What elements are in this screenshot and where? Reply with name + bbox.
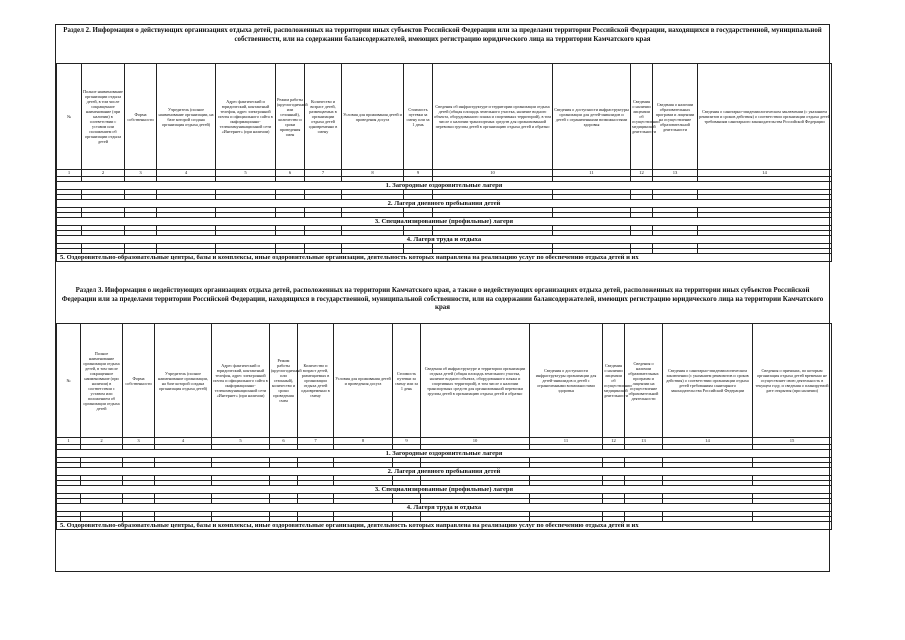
- header-cell: Сведения о санитарно-эпидемиологическом заключении (с указанием реквизитов и сроков действия) о соответствии организации отдыха детей требованиям санитарного законодательства Российской Федерации: [663, 324, 753, 438]
- header-cell: Сведения об инфраструктуре и территории организации отдыха детей (общая площадь земельного участка, наличие водного объекта, оборудованного пляжа и спортивных территорий), в том числе о наличии транспортных средств для организованной перевозки группы детей в организацию отдыха детей и обратно: [433, 64, 553, 170]
- header-cell: Адрес фактический и юридический, контактный телефон, адрес электронной почты и официального сайта в информационно-телекоммуникационной сети «Интернет» (при наличии): [216, 64, 276, 170]
- column-number: 10: [433, 170, 553, 177]
- category-label: 2. Лагеря дневного пребывания детей: [57, 468, 832, 476]
- header-cell: Форма собственности: [123, 324, 155, 438]
- column-number: 9: [393, 438, 421, 445]
- category-label: 1. Загородные оздоровительные лагеря: [57, 450, 832, 458]
- header-cell: Сведения о наличии лицензии об осуществлении медицинской деятельности: [631, 64, 653, 170]
- category-label: 4. Лагеря труда и отдыха: [57, 504, 832, 512]
- column-number: 1: [57, 170, 82, 177]
- column-number: 4: [157, 170, 216, 177]
- section2-header-row: [57, 64, 832, 170]
- header-cell: Количество и возраст детей, размещаемых в организации отдыха детей одновременно в смену: [298, 324, 334, 438]
- section3-title: Раздел 3. Информация о недействующих организациях отдыха детей, расположенных на территории Камчатского края, а также о недействующих организациях отдыха детей, расположенных на территории иных субъектов Российской Федерации или за пределами территории Российской Федерации, находящихся в государственной, муниципальной собственности, или на содержании балансодержателей, имеющих регистрацию юридического лица на территории Камчатского края: [61, 287, 824, 312]
- column-number: 15: [753, 438, 832, 445]
- category-row: [57, 236, 832, 244]
- category-row: [57, 200, 832, 208]
- section3-header-row: [57, 324, 832, 438]
- header-cell: Условия для проживания детей и проведения досуга: [342, 64, 404, 170]
- category-label: 3. Специализированные (профильные) лагеря: [57, 218, 832, 226]
- category-label: 2. Лагеря дневного пребывания детей: [57, 200, 832, 208]
- header-cell: Форма собственности: [125, 64, 157, 170]
- column-number: 3: [123, 438, 155, 445]
- header-cell: Сведения о наличии лицензии об осуществлении медицинской деятельности: [603, 324, 625, 438]
- column-number: 2: [82, 170, 125, 177]
- header-cell: Режим работы (круглогодичный или сезонный), количество и сроки проведения смен: [270, 324, 298, 438]
- section3-table: [56, 323, 832, 530]
- column-number: 4: [155, 438, 212, 445]
- category-row: [57, 522, 832, 530]
- header-cell: Сведения о наличии образовательных программ и лицензии на осуществление образовательной деятельности: [625, 324, 663, 438]
- column-number: 6: [270, 438, 298, 445]
- header-cell: Полное наименование организации отдыха детей, в том числе сокращенное наименование (при наличии) в соответствии с уставом или положением об организации отдыха детей: [82, 64, 125, 170]
- section2-number-row: [57, 170, 832, 177]
- category-row: [57, 504, 832, 512]
- header-cell: Количество и возраст детей, размещаемых в организации отдыха детей одновременно в смену: [305, 64, 342, 170]
- column-number: 12: [603, 438, 625, 445]
- section3-number-row: [57, 438, 832, 445]
- header-cell: Сведения о наличии образовательных программ и лицензии на осуществление образовательной деятельности: [653, 64, 698, 170]
- column-number: 14: [698, 170, 832, 177]
- column-number: 6: [276, 170, 305, 177]
- header-cell: Учредитель (полное наименование организации, на базе которой создана организация отдыха детей): [155, 324, 212, 438]
- document-sheet: [55, 24, 830, 572]
- header-cell: Условия для проживания детей и проведения досуга: [334, 324, 393, 438]
- category-row: [57, 450, 832, 458]
- header-cell: Полное наименование организации отдыха детей, в том числе сокращенное наименование (при наличии) в соответствии с уставом или положением об организации отдыха детей: [81, 324, 123, 438]
- column-number: 8: [334, 438, 393, 445]
- section2-title: Раздел 2. Информация о действующих организациях отдыха детей, расположенных на территории иных субъектов Российской Федерации или за пределами территории Российской Федерации, находящихся в государственной, муниципальной собственности, или на содержании балансодержателей, имеющих регистрацию юридического лица на территории Камчатского края: [63, 27, 822, 43]
- category-row: [57, 486, 832, 494]
- category-label: 5. Оздоровительно-образовательные центры, базы и комплексы, иные оздоровительные организации, деятельность которых направлена на реализацию услуг по обеспечению отдыха детей и их: [57, 254, 832, 262]
- header-cell: Сведения о причинах, по которым организация отдыха детей временно не осуществляет свою деятельность в текущем году, и сведения о планируемой дате открытия (при наличии): [753, 324, 832, 438]
- column-number: 9: [404, 170, 433, 177]
- category-row: [57, 254, 832, 262]
- column-number: 11: [530, 438, 603, 445]
- header-cell: Стоимость путевки за смену или за 1 день: [404, 64, 433, 170]
- column-number: 7: [305, 170, 342, 177]
- category-label: 1. Загородные оздоровительные лагеря: [57, 182, 832, 190]
- column-number: 10: [421, 438, 530, 445]
- header-cell: Сведения о доступности инфраструктуры организации для детей-инвалидов и детей с ограниченными возможностями здоровья: [530, 324, 603, 438]
- column-number: 13: [625, 438, 663, 445]
- category-row: [57, 182, 832, 190]
- category-row: [57, 468, 832, 476]
- header-cell: Сведения о санитарно-эпидемиологическом заключении (с указанием реквизитов и сроков действия) о соответствии организации отдыха детей требованиям санитарного законодательства Российской Федерации: [698, 64, 832, 170]
- header-cell: Стоимость путевки за смену или за 1 день: [393, 324, 421, 438]
- column-number: 11: [553, 170, 631, 177]
- column-number: 2: [81, 438, 123, 445]
- category-label: 3. Специализированные (профильные) лагеря: [57, 486, 832, 494]
- column-number: 3: [125, 170, 157, 177]
- header-cell: №: [57, 324, 81, 438]
- header-cell: Сведения об инфраструктуре и территории организации отдыха детей (общая площадь земельного участка, наличие водного объекта, оборудованного пляжа и спортивных территорий), в том числе о наличии транспортных средств для организованной перевозки группы детей в организацию отдыха детей и обратно: [421, 324, 530, 438]
- category-label: 5. Оздоровительно-образовательные центры, базы и комплексы, иные оздоровительные организации, деятельность которых направлена на реализацию услуг по обеспечению отдыха детей и их: [57, 522, 832, 530]
- category-row: [57, 218, 832, 226]
- column-number: 14: [663, 438, 753, 445]
- column-number: 1: [57, 438, 81, 445]
- column-number: 12: [631, 170, 653, 177]
- header-cell: Адрес фактический и юридический, контактный телефон, адрес электронной почты и официального сайта в информационно-телекоммуникационной сети «Интернет» (при наличии): [212, 324, 270, 438]
- header-cell: Сведения о доступности инфраструктуры организации для детей-инвалидов и детей с ограниченными возможностями здоровья: [553, 64, 631, 170]
- column-number: 13: [653, 170, 698, 177]
- column-number: 5: [212, 438, 270, 445]
- section2-table: [56, 63, 832, 262]
- column-number: 8: [342, 170, 404, 177]
- header-cell: Учредитель (полное наименование организации, на базе которой создана организация отдыха детей): [157, 64, 216, 170]
- header-cell: Режим работы (круглогодичный или сезонный), количество и сроки проведения смен: [276, 64, 305, 170]
- column-number: 7: [298, 438, 334, 445]
- column-number: 5: [216, 170, 276, 177]
- category-label: 4. Лагеря труда и отдыха: [57, 236, 832, 244]
- header-cell: №: [57, 64, 82, 170]
